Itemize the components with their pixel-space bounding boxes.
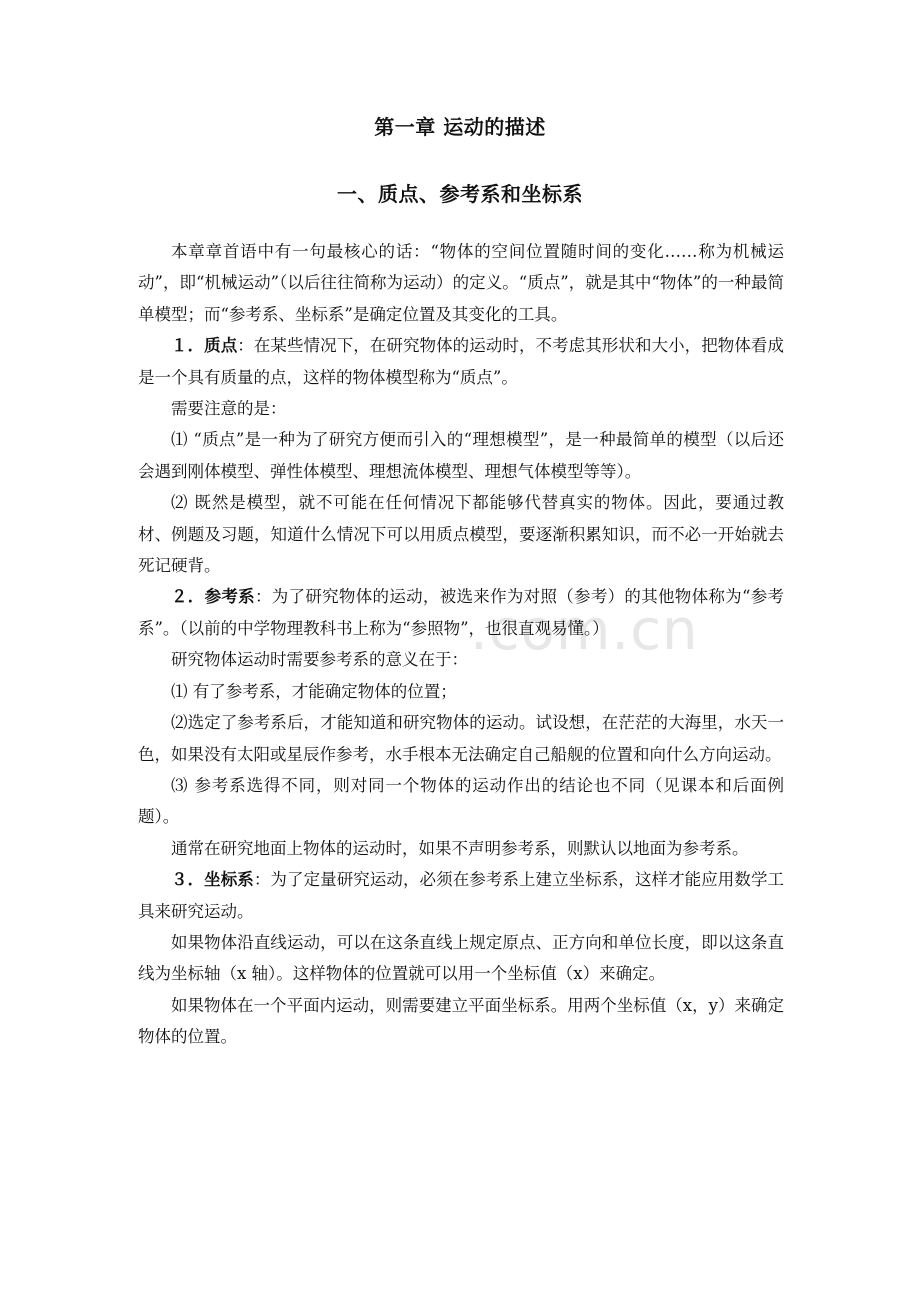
point-mass-heading: １．质点 bbox=[171, 336, 238, 356]
default-reference-paragraph: 通常在研究地面上物体的运动时，如果不声明参考系，则默认以地面为参考系。 bbox=[171, 838, 749, 858]
reference-frame-heading: ２．参考系 bbox=[171, 587, 255, 607]
coordinate-system-paragraph bbox=[138, 864, 784, 927]
section-title: 一、质点、参考系和坐标系 bbox=[337, 182, 583, 206]
note-item-2: ⑵ 既然是模型，就不可能在任何情况下都能够代替真实的物体。因此，要通过教材、例题及习题，知道什么情况下可以用质点模型，要逐渐积累知识，而不必一开始就去死记硬背。 bbox=[138, 493, 784, 576]
reference-item-1: ⑴ 有了参考系，才能确定物体的位置； bbox=[171, 681, 457, 701]
coordinate-system-heading: ３．坐标系 bbox=[171, 870, 254, 890]
note-item-1: ⑴ “质点”是一种为了研究方便而引入的“理想模型”，是一种最简单的模型（以后还会遇到刚体模型、弹性体模型、理想流体模型、理想气体模型等等）。 bbox=[138, 430, 784, 481]
intro-paragraph: 本章章首语中有一句最核心的话：“物体的空间位置随时间的变化……称为机械运动”，即“机械运动”（以后往往简称为运动）的定义。“质点”，就是其中“物体”的一种最简单模型；而“参考系、坐标系”是确定位置及其变化的工具。 bbox=[138, 242, 784, 324]
coordinate-system-definition: ：为了定量研究运动，必须在参考系上建立坐标系，这样才能应用数学工具来研究运动。 bbox=[138, 870, 785, 921]
reference-item-3: ⑶ 参考系选得不同，则对同一个物体的运动作出的结论也不同（见课本和后面例题）。 bbox=[138, 775, 784, 827]
reference-meaning-intro: 研究物体运动时需要参考系的意义在于： bbox=[171, 650, 468, 670]
chapter-title: 第一章 运动的描述 bbox=[374, 115, 546, 139]
document-body bbox=[138, 236, 784, 1053]
notes-intro: 需要注意的是： bbox=[171, 399, 287, 419]
reference-item-2: ⑵选定了参考系后，才能知道和研究物体的运动。试设想，在茫茫的大海里，水天一色，如果没有太阳或星辰作参考，水手根本无法确定自己船舰的位置和向什么方向运动。 bbox=[138, 713, 784, 764]
watermark: .com.cn bbox=[470, 598, 699, 663]
point-mass-definition: ：在某些情况下，在研究物体的运动时，不考虑其形状和大小，把物体看成是一个具有质量的点，这样的物体模型称为“质点”。 bbox=[138, 336, 785, 387]
reference-frame-paragraph bbox=[138, 581, 784, 644]
point-mass-paragraph bbox=[138, 330, 784, 393]
reference-frame-definition: ：为了研究物体的运动，被选来作为对照（参考）的其他物体称为“参考系”。（以前的中学物理教科书上称为“参照物”，也很直观易懂。） bbox=[138, 587, 784, 638]
planar-coordinate-paragraph: 如果物体在一个平面内运动，则需要建立平面坐标系。用两个坐标值（x，y）来确定物体的位置。 bbox=[138, 995, 784, 1047]
linear-coordinate-paragraph: 如果物体沿直线运动，可以在这条直线上规定原点、正方向和单位长度，即以这条直线为坐标轴（x 轴）。这样物体的位置就可以用一个坐标值（x）来确定。 bbox=[138, 932, 784, 984]
